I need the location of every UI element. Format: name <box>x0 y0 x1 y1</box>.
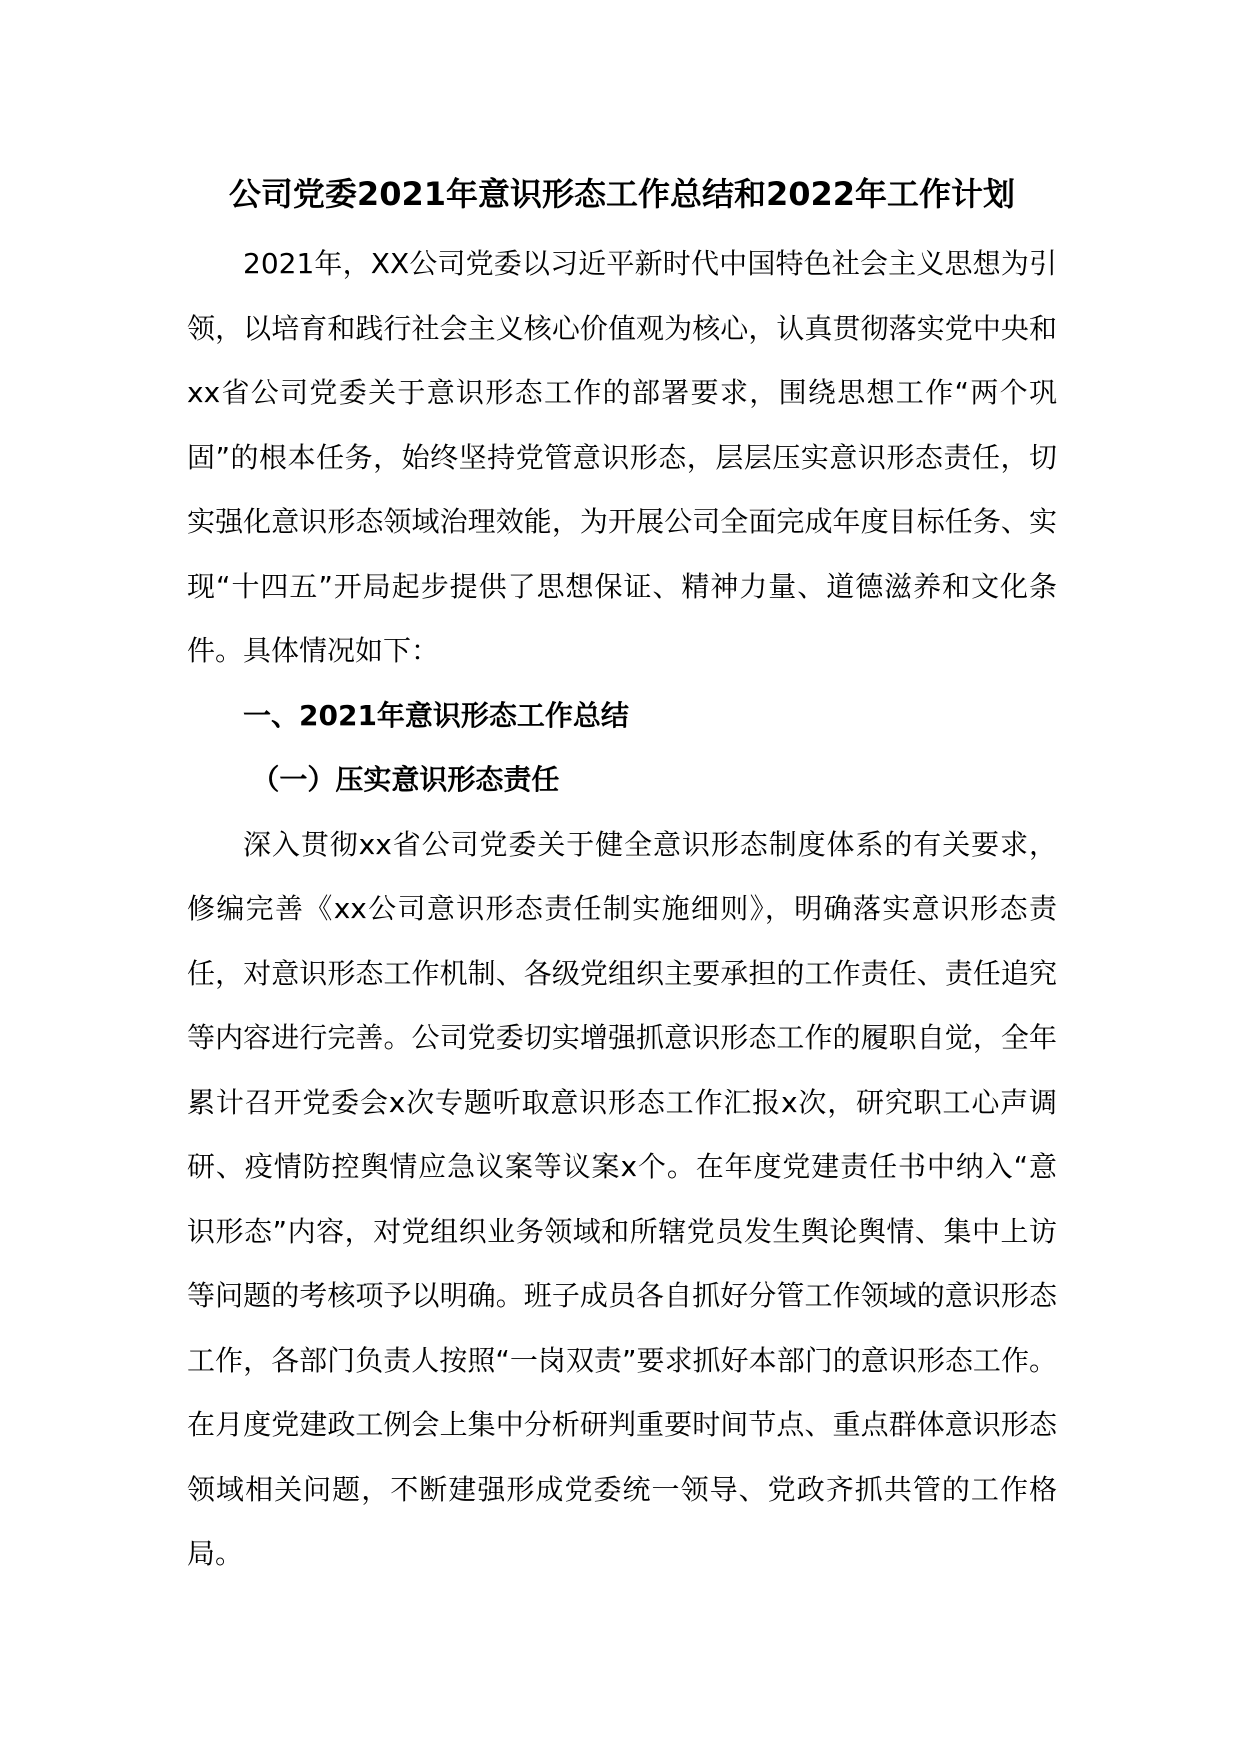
subsection-1-paragraph: 深入贯彻xx省公司党委关于健全意识形态制度体系的有关要求，修编完善《xx公司意识形态责任制实施细则》，明确落实意识形态责任，对意识形态工作机制、各级党组织主要承担的工作责任、责任追究等内容进行完善。公司党委切实增强抓意识形态工作的履职自觉，全年累计召开党委会x次专题听取意识形态工作汇报x次，研究职工心声调研、疫情防控舆情应急议案等议案x个。在年度党建责任书中纳入“意识形态”内容，对党组织业务领域和所辖党员发生舆论舆情、集中上访等问题的考核项予以明确。班子成员各自抓好分管工作领域的意识形态工作，各部门负责人按照“一岗双责”要求抓好本部门的意识形态工作。在月度党建政工例会上集中分析研判重要时间节点、重点群体意识形态领域相关问题，不断建强形成党委统一领导、党政齐抓共管的工作格局。 <box>187 827 1057 1570</box>
document-title: 公司党委2021年意识形态工作总结和2022年工作计划 <box>228 175 1016 213</box>
section-heading-1: 一、2021年意识形态工作总结 <box>243 698 629 732</box>
intro-paragraph: 2021年，XX公司党委以习近平新时代中国特色社会主义思想为引领，以培育和践行社会主义核心价值观为核心，认真贯彻落实党中央和xx省公司党委关于意识形态工作的部署要求，围绕思想工作“两个巩固”的根本任务，始终坚持党管意识形态，层层压实意识形态责任，切实强化意识形态领域治理效能，为开展公司全面完成年度目标任务、实现“十四五”开局起步提供了思想保证、精神力量、道德滋养和文化条件。具体情况如下： <box>187 247 1057 667</box>
subsection-heading-1: （一）压实意识形态责任 <box>251 763 560 796</box>
document-body <box>187 172 1057 1587</box>
